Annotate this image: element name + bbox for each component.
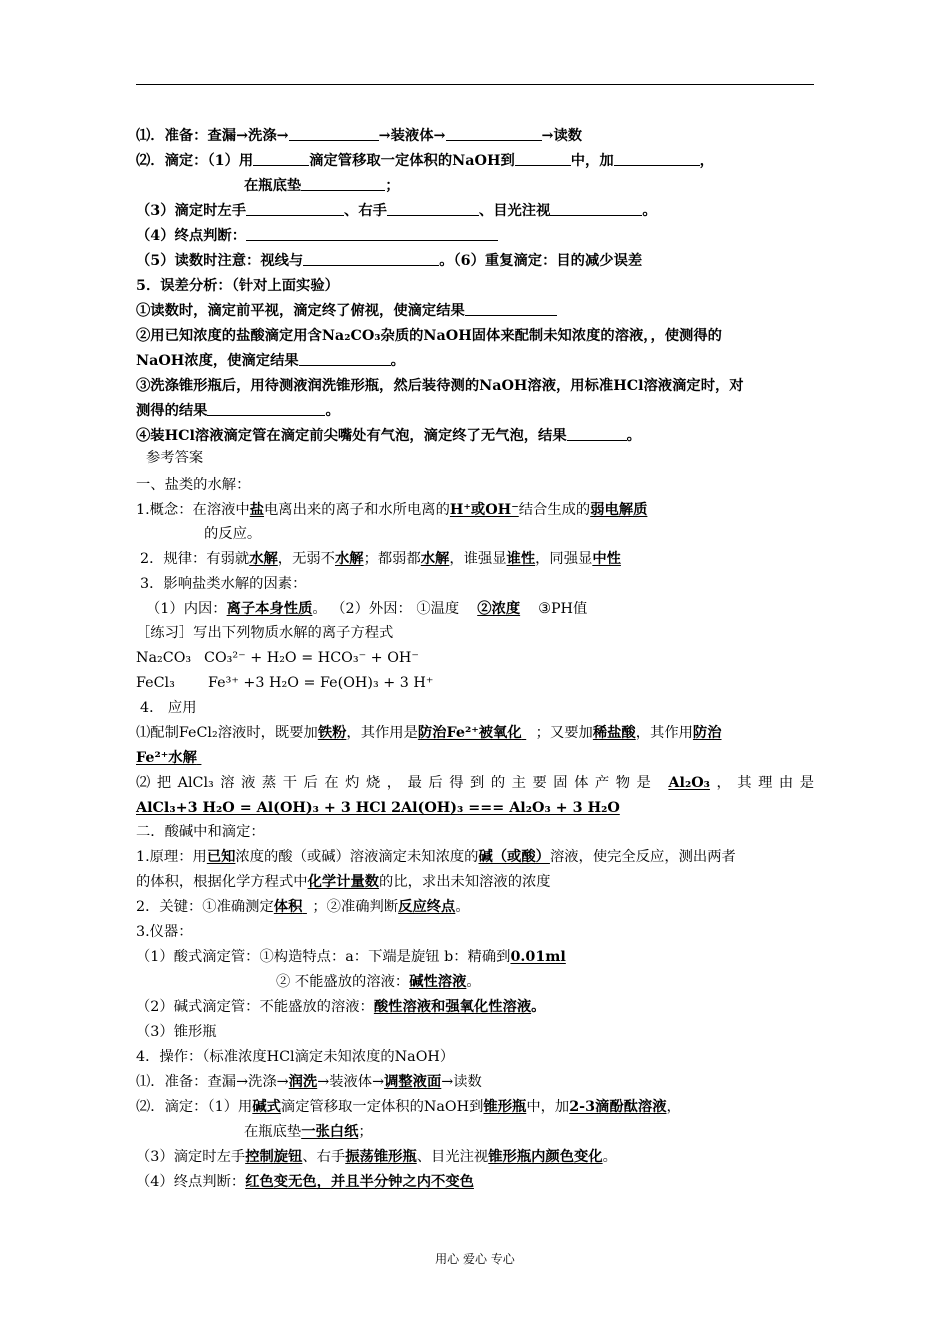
eq2-line: FeCl₃ Fe³⁺ +3 H₂O = Fe(OH)₃ + 3 H⁺	[136, 675, 434, 691]
q-step-5: （5）读数时注意：视线与 。（6）重复滴定：目的减少误差	[136, 253, 643, 269]
err-2-line1: ②用已知浓度的盐酸滴定用含Na₂CO₃杂质的NaOH固体来配制未知浓度的溶液，，使测得的	[136, 328, 722, 344]
practice-title: ［练习］写出下列物质水解的离子方程式	[136, 625, 394, 641]
op3-line: （3）滴定时左手控制旋钮、右手振荡锥形瓶、目光注视锥形瓶内颜色变化。	[136, 1149, 617, 1165]
err-2-line2: NaOH浓度，使滴定结果 。	[136, 353, 405, 369]
blank[interactable]	[550, 201, 642, 216]
op1-line: ⑴．准备：查漏→洗涤→润洗→装液体→调整液面→读数	[136, 1074, 482, 1090]
flask-line: （3）锥形瓶	[136, 1024, 217, 1040]
instr-title: 3.仪器：	[136, 924, 193, 940]
blank[interactable]	[289, 126, 379, 141]
concept-line2: 的反应。	[204, 526, 262, 542]
answers-title: 参考答案	[146, 450, 204, 466]
app1-line1: ⑴配制FeCl₂溶液时，既要加铁粉，其作用是防治Fe²⁺被氧化 ；又要加稀盐酸，其作用防治	[136, 725, 722, 741]
eq1-line: Na₂CO₃ CO₃²⁻ + H₂O = HCO₃⁻ + OH⁻	[136, 650, 419, 666]
blank[interactable]	[465, 301, 557, 316]
op2-line2: 在瓶底垫一张白纸；	[244, 1124, 373, 1140]
q-step-4: （4）终点判断：	[136, 226, 498, 246]
blank[interactable]	[301, 176, 385, 191]
error-title: 5．误差分析：（针对上面实验）	[136, 278, 339, 294]
op-title: 4．操作：（标准浓度HCl滴定未知浓度的NaOH）	[136, 1049, 455, 1065]
blank[interactable]	[446, 126, 542, 141]
q-step-prep: ⑴．准备：查漏→洗涤→ →装液体→ →读数	[136, 128, 583, 144]
factor-line: （1）内因：离子本身性质。 （2）外因： ①温度 ②浓度 ③PH值	[146, 601, 588, 617]
key-line: 2．关键：①准确测定体积 ；②准确判断反应终点。	[136, 899, 470, 915]
err-1: ①读数时，滴定前平视，滴定终了俯视，使滴定结果	[136, 301, 557, 321]
blank[interactable]	[253, 151, 309, 166]
acid-line1: （1）酸式滴定管：①构造特点：a：下端是旋钮 b：精确到0.01ml	[136, 949, 566, 965]
blank[interactable]	[246, 226, 498, 241]
blank[interactable]	[387, 201, 479, 216]
sec2-title: 二．酸碱中和滴定：	[136, 824, 265, 840]
app2-equation: AlCl₃+3 H₂O = Al(OH)₃ + 3 HCl 2Al(OH)₃ === Al₂O₃ + 3 H₂O	[136, 800, 620, 816]
sec1-title: 一、盐类的水解：	[136, 477, 251, 493]
op4-line: （4）终点判断：红色变无色，并且半分钟之内不变色	[136, 1174, 474, 1190]
app2-line1: ⑵把AlCl₃溶液蒸干后在灼烧，最后得到的主要固体产物是 Al₂O₃，其理由是	[136, 775, 815, 791]
app1-line2: Fe²⁺水解	[136, 750, 197, 766]
blank[interactable]	[515, 151, 571, 166]
factor-title: 3．影响盐类水解的因素：	[140, 576, 307, 592]
blank[interactable]	[614, 151, 700, 166]
q-step-titrate: ⑵．滴定：（1）用 滴定管移取一定体积的NaOH到 中，加 ，	[136, 153, 714, 169]
q-step-titrate-2: 在瓶底垫 ；	[244, 178, 400, 194]
prin-line2: 的体积，根据化学方程式中化学计量数的比，求出未知溶液的浓度	[136, 874, 551, 890]
err-4: ④装HCl溶液滴定管在滴定前尖嘴处有气泡，滴定终了无气泡，结果 。	[136, 428, 641, 444]
err-3-line1: ③洗涤锥形瓶后，用待测液润洗锥形瓶，然后装待测的NaOH溶液，用标准HCl溶液滴定时，对	[136, 378, 744, 394]
err-3-line2: 测得的结果 。	[136, 403, 340, 419]
page-footer: 用心 爱心 专心	[435, 1252, 515, 1266]
op2-line1: ⑵．滴定：（1）用碱式滴定管移取一定体积的NaOH到锥形瓶中，加2-3滴酚酞溶液，	[136, 1099, 681, 1115]
blank[interactable]	[207, 401, 325, 416]
base-line: （2）碱式滴定管：不能盛放的溶液：酸性溶液和强氧化性溶液。	[136, 999, 546, 1015]
apply-title: 4． 应用	[140, 700, 197, 716]
blank[interactable]	[246, 201, 344, 216]
prin-line1: 1.原理：用已知浓度的酸（或碱）溶液滴定未知浓度的碱（或酸）溶液，使完全反应，测出两者	[136, 849, 736, 865]
rule-line: 2．规律：有弱就水解，无弱不水解；都弱都水解，谁强显谁性，同强显中性	[140, 551, 621, 567]
acid-line2: ② 不能盛放的溶液：碱性溶液。	[276, 974, 481, 990]
concept-line1: 1.概念：在溶液中盐电离出来的离子和水所电离的H⁺或OH⁻结合生成的弱电解质	[136, 502, 648, 518]
blank[interactable]	[567, 426, 627, 441]
q-step-3: （3）滴定时左手 、右手 、目光注视 。	[136, 203, 657, 219]
blank[interactable]	[299, 351, 391, 366]
blank[interactable]	[303, 251, 439, 266]
header-rule	[136, 84, 814, 85]
